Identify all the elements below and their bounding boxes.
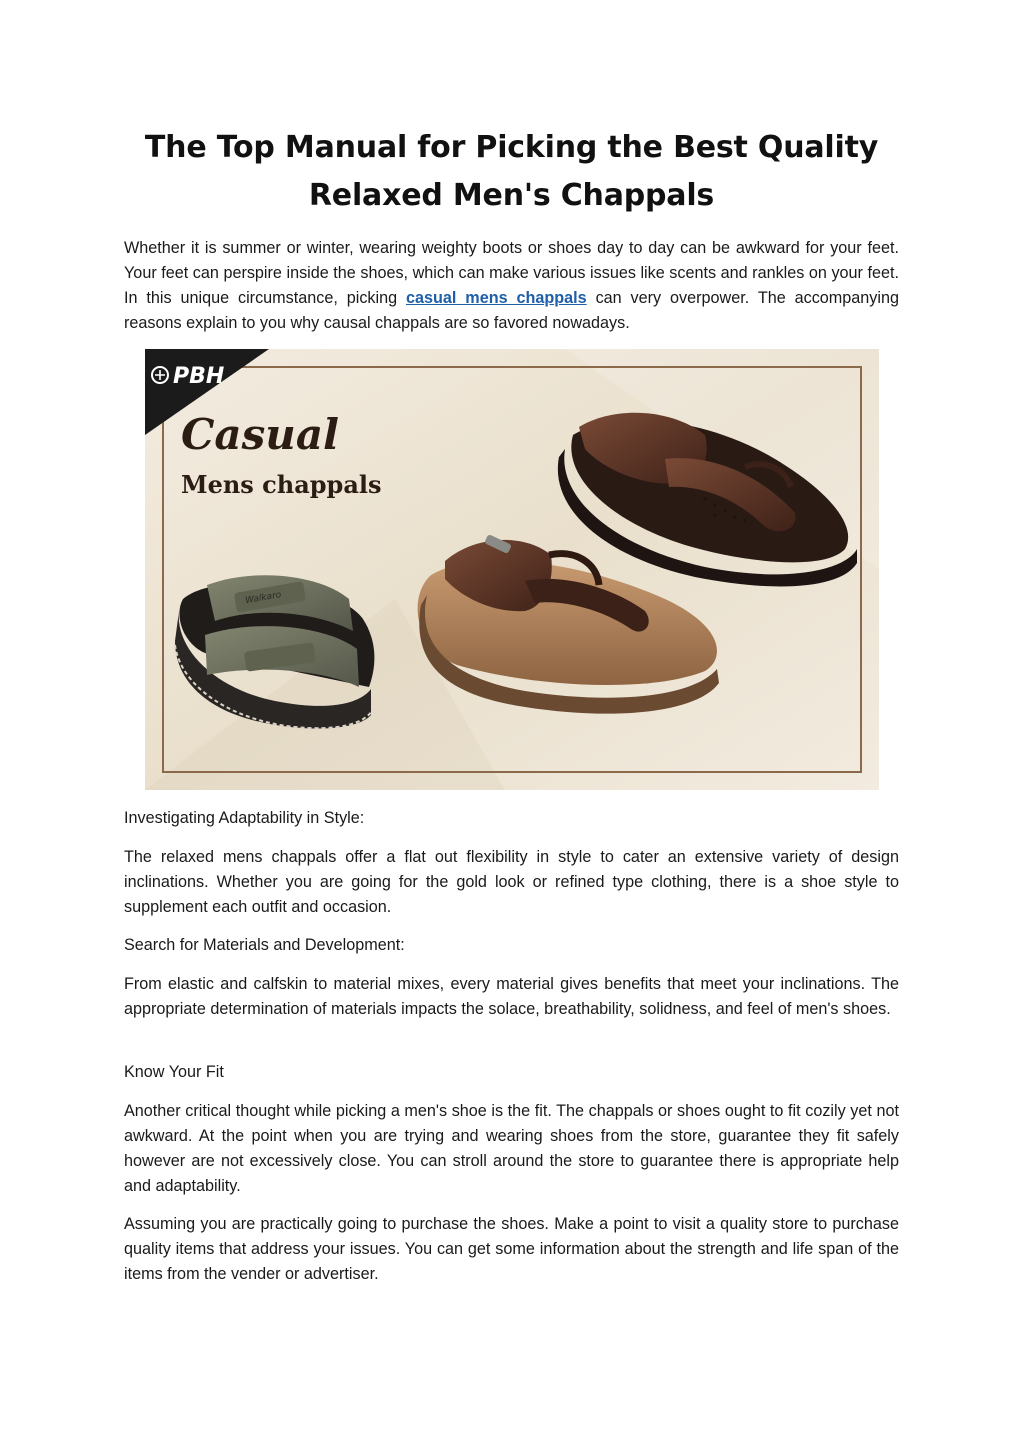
- product-banner-image: [145, 349, 879, 790]
- banner-headline-script: Casual: [181, 410, 339, 459]
- closing-paragraph: Assuming you are practically going to purchase the shoes. Make a point to visit a quality store to purchase quality items that address your issues. You can get some information about the strength and life span of the items from the vender or advertiser.: [124, 1215, 899, 1283]
- section-body-fit: Another critical thought while picking a men's shoe is the fit. The chappals or shoes ought to fit cozily yet not awkward. At the point when you are trying and wearing shoes from the store, guarantee they fit safely however are not excessively close. You can stroll around the store to guarantee there is appropriate help and adaptability.: [124, 1102, 899, 1195]
- section-body-materials: From elastic and calfskin to material mixes, every material gives benefits that meet your inclinations. The appropriate determination of materials impacts the solace, breathability, solidness, and feel of men's shoes.: [124, 975, 899, 1018]
- intro-text-after-link: can very overpower. The accompanying reasons explain to you why causal chappals are so favored nowadays.: [124, 289, 899, 332]
- intro-paragraph: [124, 236, 899, 336]
- intro-text-before-link: Whether it is summer or winter, wearing weighty boots or shoes day to day can be awkward for your feet. Your feet can perspire inside the shoes, which can make various issues like scents and rankles on your feet. In this unique circumstance, picking: [124, 239, 899, 307]
- section-body-style: The relaxed mens chappals offer a flat out flexibility in style to cater an extensive variety of design inclinations. Whether you are going for the gold look or refined type clothing, there is a shoe style to supplement each outfit and occasion.: [124, 848, 899, 916]
- section-heading-style: Investigating Adaptability in Style:: [124, 809, 365, 827]
- section-heading-materials: Search for Materials and Development:: [124, 936, 405, 954]
- strap-print-text: Walkaro: [244, 590, 283, 607]
- section-heading-fit: Know Your Fit: [124, 1063, 224, 1081]
- page-title: The Top Manual for Picking the Best Quality Relaxed Men's Chappals: [144, 130, 879, 213]
- banner-headline-bold: Mens chappals: [181, 470, 382, 499]
- brand-logo-text: PBH: [173, 364, 225, 389]
- casual-mens-chappals-link[interactable]: casual mens chappals: [406, 289, 587, 307]
